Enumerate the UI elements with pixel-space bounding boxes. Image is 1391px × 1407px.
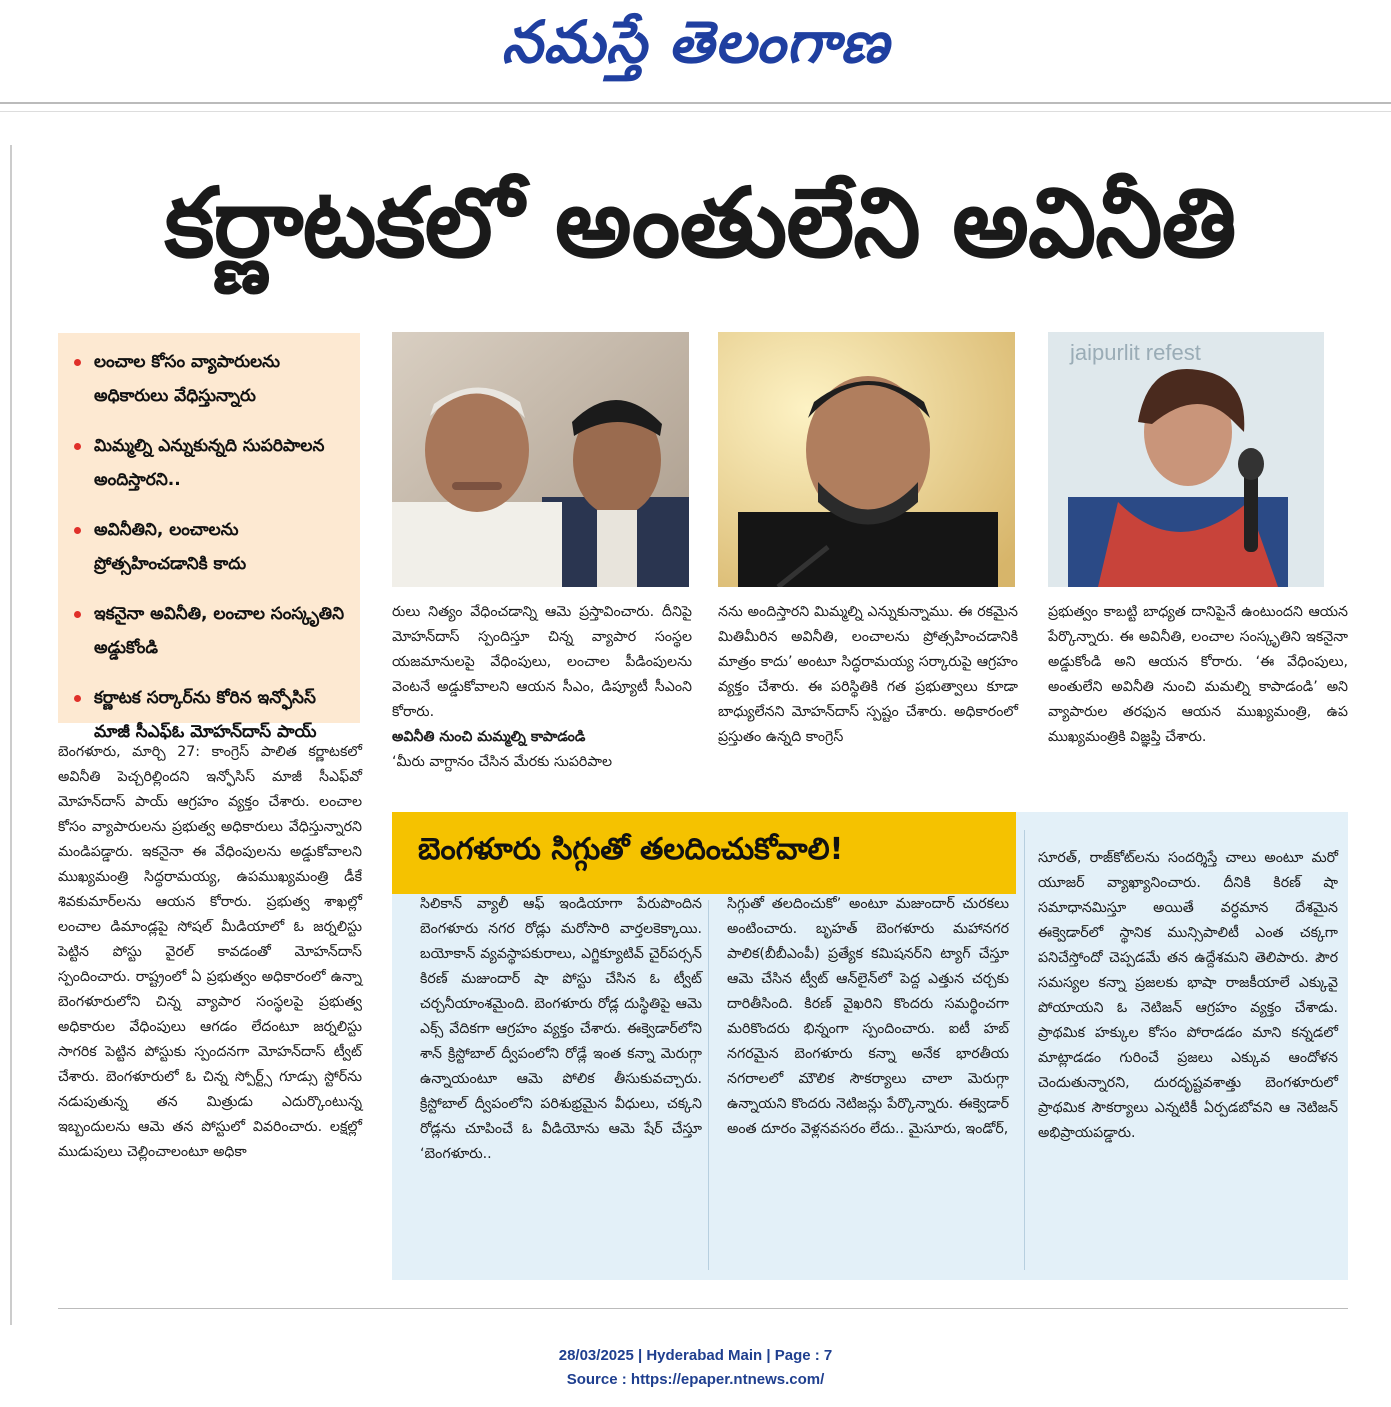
highlights-box [58, 333, 360, 742]
article-column-4: ప్రభుత్వం కాబట్టి బాధ్యత దానిపైనే ఉంటుందని ఆయన పేర్కొన్నారు. ఈ అవినీతి, లంచాల సంస్కృతిని ఇకనైనా అడ్డుకోండి అని ఆయన కోరారు. ‘ఈ వేధింపులు, అంతులేని అవినీతి నుంచి మమల్ని కాపాడండి’ అని వ్యాపారుల తరఫున ఆయన ముఖ్యమంత్రి, ఉప ముఖ్యమంత్రికి విజ్ఞప్తి చేశారు. [1048, 604, 1348, 745]
footer-date-edition: 28/03/2025 | Hyderabad Main | Page : 7 [558, 1347, 833, 1364]
page-footer [0, 1344, 1391, 1392]
article-column-1: బెంగళూరు, మార్చి 27: కాంగ్రెస్ పాలిత కర్ణాటకలో అవినీతి పెచ్చరిల్లిందని ఇన్ఫోసిస్ మాజీ సీఎఫ్‌వో మోహన్‌దాస్ పాయ్ ఆగ్రహం వ్యక్తం చేశారు. లంచాల కోసం వ్యాపారులను ప్రభుత్వ అధికారులు వేధిస్తున్నారని మండిపడ్డారు. ఇకనైనా ఈ వేధింపులను అడ్డుకోవాలని ముఖ్యమంత్రి సిద్ధరామయ్య, ఉపముఖ్యమంత్రి డీకే శివకుమార్‌లను ఆయన కోరారు. ప్రభుత్వ శాఖల్లో లంచాల డిమాండ్లపై సోషల్ మీడియాలో ఓ జర్నలిస్టు పెట్టిన పోస్టు వైరల్ కావడంతో మోహన్‌దాస్ స్పందించారు. రాష్ట్రంలో ఏ ప్రభుత్వం అధికారంలో ఉన్నా బెంగళూరులోని చిన్న వ్యాపార సంస్థలపై ప్రభుత్వ అధికారుల వేధింపులు ఆగడం లేదంటూ జర్నలిస్టు సాగరిక పెట్టిన పోస్టుకు స్పందనగా మోహన్‌దాస్ ట్వీట్ చేశారు. బెంగళూరులో ఓ చిన్న స్పోర్ట్స్ గూడ్సు స్టోర్‌ను నడుపుతున్న తన మిత్రుడు ఎదుర్కొంటున్న ఇబ్బందులను ఆమె తన పోస్టులో వివరించారు. లక్షల్లో ముడుపులు చెల్లించాలంటూ అధికా [58, 744, 362, 1160]
sidebar-heading: బెంగళూరు సిగ్గుతో తలదించుకోవాలి! [392, 812, 1016, 894]
bullet-dot-icon [74, 527, 81, 534]
sidebar-column-3: సూరత్, రాజ్‌కోట్‌లను సందర్శిస్తే చాలు అంటూ మరో యూజర్ వ్యాఖ్యానించారు. దీనికి కిరణ్ షా సమాధానమిస్తూ అయితే వర్ధమాన దేశమైన ఈక్వెడార్‌లో స్థానిక మున్సిపాలిటీ ఎంత చక్కగా పనిచేస్తోందో చెప్పడమే తన ఉద్దేశమని తెలిపారు. పౌర సమస్యల కన్నా ప్రజలకు భాషా రాజకీయాలే ఎక్కువై పోయాయని ఓ నెటిజన్ ఆగ్రహం వ్యక్తం చేశాడు. ప్రాథమిక హక్కుల కోసం పోరాడడం మాని కన్నడలో మాట్లాడడం గురించే ప్రజలు ఎక్కువ ఆందోళన చెందుతున్నారని, దురదృష్టవశాత్తు బెంగళూరులో ప్రాథమిక సౌకర్యాలు ఎన్నటికీ ఏర్పడబోవని ఆ నెటిజన్ అభిప్రాయపడ్డారు. [1038, 850, 1338, 1141]
photo-kiran-mazumdar-shaw [1048, 332, 1324, 587]
sidebar-column-2: సిగ్గుతో తలదించుకో’ అంటూ మజుందార్ చురకలు అంటించారు. బృహత్ బెంగళూరు మహానగర పాలిక(బీబీఎంపీ) ప్రత్యేక కమిషనర్‌ని ట్యాగ్ చేస్తూ ఆమె చేసిన ట్వీట్ ఆన్‌లైన్‌లో పెద్ద ఎత్తున చర్చకు దారితీసింది. కిరణ్ వైఖరిని కొందరు సమర్థించగా మరికొందరు భిన్నంగా స్పందించారు. ఐటీ హబ్ నగరమైన బెంగళూరు కన్నా అనేక భారతీయ నగరాలలో మౌలిక సౌకర్యాలు చాలా మెరుగ్గా ఉన్నాయని కొందరు నెటిజన్లు పేర్కొన్నారు. ఈక్వెడార్ అంత దూరం వెళ్లనవసరం లేదు.. మైసూరు, ఇండోర్, [727, 896, 1009, 1137]
mohandas-pai-photo-image [718, 332, 1015, 587]
article-column-3: నను అందిస్తారని మిమ్మల్ని ఎన్నుకున్నాము. ఈ రకమైన మితిమీరిన అవినీతి, లంచాలను ప్రోత్సహించడానికి మాత్రం కాదు’ అంటూ సిద్ధరామయ్య సర్కారుపై ఆగ్రహం వ్యక్తం చేశారు. ఈ పరిస్థితికి గత ప్రభుత్వాలు కూడా బాధ్యులేనని మోహన్‌దాస్ స్పష్టం చేశారు. అధికారంలో ప్రస్తుతం ఉన్నది కాంగ్రెస్ [718, 604, 1018, 745]
highlight-item: అవినీతిని, లంచాలను ప్రోత్సహించడానికి కాదు [74, 513, 350, 581]
bullet-dot-icon [74, 359, 81, 366]
bottom-rule [58, 1308, 1348, 1309]
left-margin-rule [10, 145, 12, 1325]
column-divider [708, 900, 709, 1270]
bullet-dot-icon [74, 443, 81, 450]
bullet-dot-icon [74, 695, 81, 702]
masthead-rule [0, 102, 1391, 104]
newspaper-logo: నమస్తే తెలంగాణ [501, 8, 890, 76]
photo-politicians [392, 332, 689, 587]
sidebar-column-1: సిలికాన్ వ్యాలీ ఆఫ్ ఇండియాగా పేరుపొందిన బెంగళూరు నగర రోడ్లు మరోసారి వార్తలకెక్కాయి. బయోకాన్ వ్యవస్థాపకురాలు, ఎగ్జిక్యూటివ్ చైర్‌పర్సన్ కిరణ్ మజుందార్ షా పోస్టు చేసిన ఓ ట్వీట్ చర్చనీయాంశమైంది. బెంగళూరు రోడ్ల దుస్థితిపై ఆమె ఎక్స్ వేదికగా ఆగ్రహం వ్యక్తం చేశారు. ఈక్వెడార్‌లోని శాన్ క్రిస్టోబాల్ ద్వీపంలోని రోడ్లే ఇంత కన్నా మెరుగ్గా ఉన్నాయంటూ ఆమె పోలిక తీసుకువచ్చారు. క్రిస్టోబాల్ ద్వీపంలోని పరిశుభ్రమైన వీధులు, చక్కని రోడ్లను చూపించే ఓ వీడియోను ఆమె షేర్ చేస్తూ ‘బెంగళూరు.. [420, 896, 702, 1162]
article-subheading: అవినీతి నుంచి మమ్మల్ని కాపాడండి [392, 729, 586, 745]
bullet-dot-icon [74, 611, 81, 618]
page-headline: కర్ణాటకలో అంతులేని అవినీతి [164, 167, 1236, 279]
photo-backdrop-text: jaipurlit refest [1070, 340, 1201, 365]
article-column-2: రులు నిత్యం వేధించడాన్ని ఆమె ప్రస్తావించారు. దీనిపై మోహన్‌దాస్ స్పందిస్తూ చిన్న వ్యాపార సంస్థల యజమానులపై వేధింపులు, లంచాల పీడింపులను వెంటనే అడ్డుకోవాలని ఆయన సీఎం, డిప్యూటీ సీఎంని కోరారు. అవినీతి నుంచి మమ్మల్ని కాపాడండి ‘మీరు వాగ్దానం చేసిన మేరకు సుపరిపాల [392, 604, 692, 770]
masthead-rule-thin [0, 111, 1391, 112]
footer-source: Source : https://epaper.ntnews.com/ [566, 1371, 825, 1388]
highlight-item: మిమ్మల్ని ఎన్నుకున్నది సుపరిపాలన అందిస్తారని.. [74, 429, 350, 497]
highlight-item: లంచాల కోసం వ్యాపారులను అధికారులు వేధిస్తున్నారు [74, 345, 350, 413]
photo-mohandas-pai [718, 332, 1015, 587]
column-divider [1024, 830, 1025, 1270]
kiran-photo-image [1048, 332, 1324, 587]
highlight-item: కర్ణాటక సర్కార్‌ను కోరిన ఇన్ఫోసిస్ మాజీ సీఎఫ్‌ఓ మోహన్‌దాస్ పాయ్ [74, 681, 350, 749]
masthead [0, 0, 1391, 100]
politicians-photo-image [392, 332, 689, 587]
highlight-item: ఇకనైనా అవినీతి, లంచాల సంస్కృతిని అడ్డుకోండి [74, 597, 350, 665]
